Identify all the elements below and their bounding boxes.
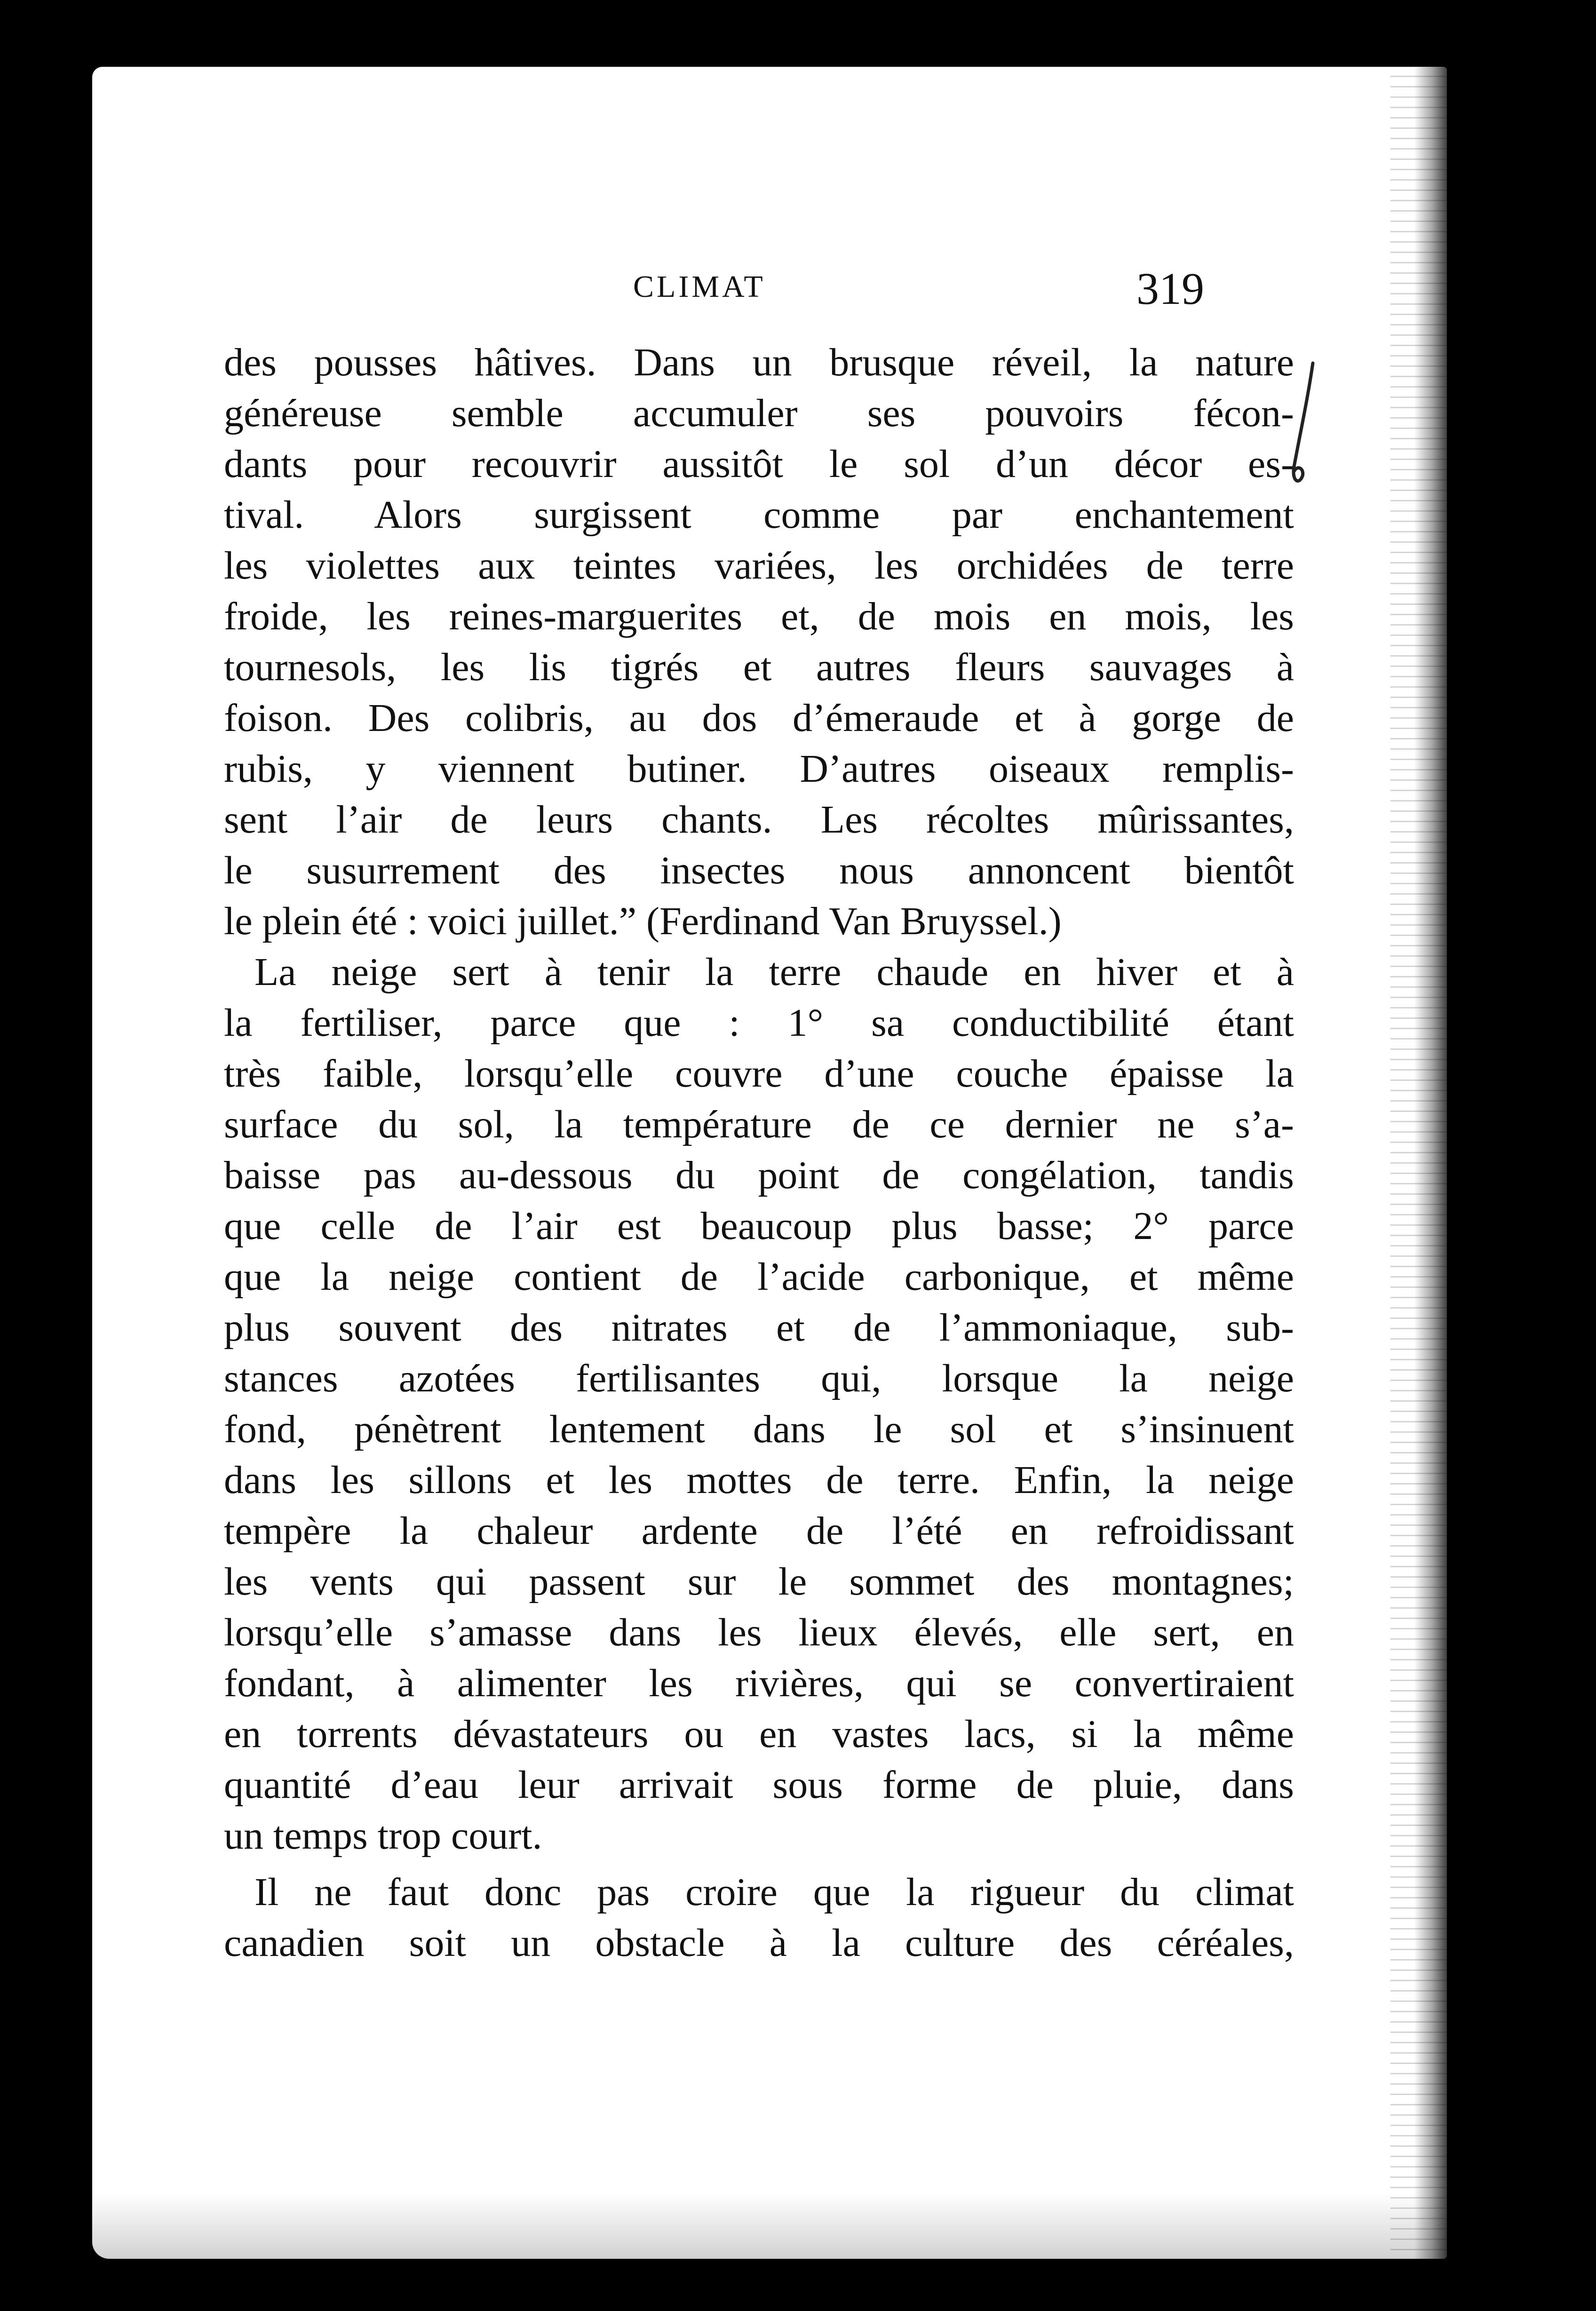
text-line: froide, les reines-marguerites et, de mois en mois, les — [224, 595, 1294, 638]
text-line: surface du sol, la température de ce dernier ne s’a- — [224, 1103, 1294, 1146]
text-line: sent l’air de leurs chants. Les récoltes mûrissantes, — [224, 798, 1294, 842]
text-line: baisse pas au-dessous du point de congélation, tandis — [224, 1153, 1294, 1197]
text-line: foison. Des colibris, au dos d’émeraude et à gorge de — [224, 696, 1294, 740]
text-line: les vents qui passent sur le sommet des montagnes; — [224, 1560, 1294, 1604]
text-line: canadien soit un obstacle à la culture des céréales, — [224, 1921, 1294, 1965]
text-line: rubis, y viennent butiner. D’autres oiseaux remplis- — [224, 747, 1294, 791]
paragraph-start-line: Il ne faut donc pas croire que la rigueur du climat — [254, 1870, 1294, 1914]
margin-pencil-mark — [1280, 358, 1322, 500]
text-line: tival. Alors surgissent comme par enchantement — [224, 493, 1294, 537]
text-line: dants pour recouvrir aussitôt le sol d’un décor es- — [224, 442, 1294, 486]
book-page — [92, 67, 1447, 2259]
text-line: le susurrement des insectes nous annoncent bientôt — [224, 849, 1294, 892]
text-line: tournesols, les lis tigrés et autres fleurs sauvages à — [224, 645, 1294, 689]
text-line: des pousses hâtives. Dans un brusque réveil, la nature — [224, 341, 1294, 384]
text-line: que celle de l’air est beaucoup plus basse; 2° parce — [224, 1204, 1294, 1248]
paragraph-gap — [224, 1861, 1294, 1867]
text-line: plus souvent des nitrates et de l’ammoniaque, sub- — [224, 1306, 1294, 1350]
text-line: fond, pénètrent lentement dans le sol et s’insinuent — [224, 1407, 1294, 1451]
text-line: dans les sillons et les mottes de terre. Enfin, la neige — [224, 1458, 1294, 1502]
text-line: fondant, à alimenter les rivières, qui se convertiraient — [224, 1661, 1294, 1705]
text-line: généreuse semble accumuler ses pouvoirs fécon- — [224, 391, 1294, 435]
text-line: les violettes aux teintes variées, les orchidées de terre — [224, 544, 1294, 588]
page-number: 319 — [1136, 263, 1204, 314]
page-bottom-shade — [92, 2193, 1447, 2259]
text-line: en torrents dévastateurs ou en vastes lacs, si la même — [224, 1712, 1294, 1756]
text-line: stances azotées fertilisantes qui, lorsque la neige — [224, 1357, 1294, 1400]
page-header — [92, 263, 1447, 330]
paragraph-start-line: La neige sert à tenir la terre chaude en hiver et à — [254, 950, 1294, 994]
text-line: tempère la chaleur ardente de l’été en refroidissant — [224, 1509, 1294, 1553]
text-line: quantité d’eau leur arrivait sous forme de pluie, dans — [224, 1763, 1294, 1807]
text-line: la fertiliser, parce que : 1° sa conductibilité étant — [224, 1001, 1294, 1045]
text-line: un temps trop court. — [224, 1814, 542, 1858]
text-line: le plein été : voici juillet.” (Ferdinand Van Bruyssel.) — [224, 899, 1062, 943]
text-line: lorsqu’elle s’amasse dans les lieux élevés, elle sert, en — [224, 1611, 1294, 1654]
text-line: très faible, lorsqu’elle couvre d’une couche épaisse la — [224, 1052, 1294, 1096]
page-edge-texture — [1390, 67, 1447, 2259]
body-text — [224, 337, 1294, 1969]
text-line: que la neige contient de l’acide carbonique, et même — [224, 1255, 1294, 1299]
running-head: CLIMAT — [633, 270, 766, 304]
